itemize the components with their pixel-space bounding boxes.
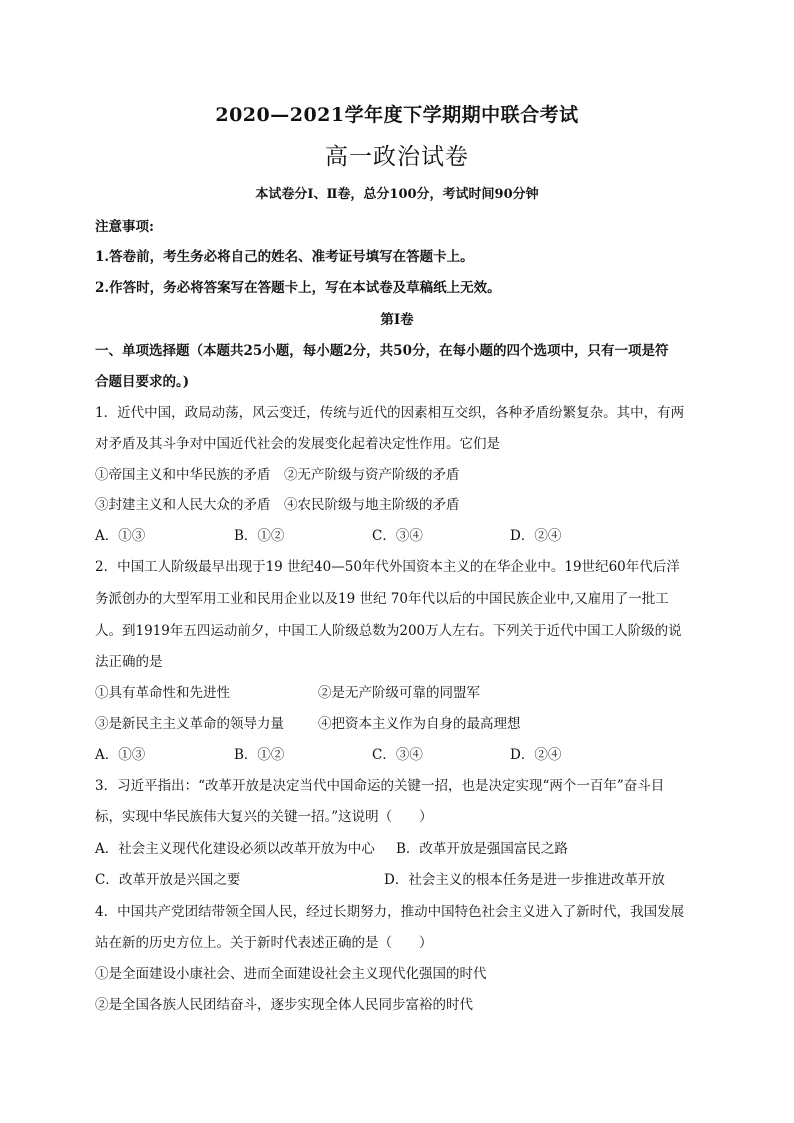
q4-stem-line2: 站在新的历史方位上。关于新时代表述正确的是（ ） xyxy=(95,935,433,951)
q4-item-2: ②是全国各族人民团结奋斗，逐步实现全体人民同步富裕的时代 xyxy=(95,997,473,1013)
q2-stem-line4: 法正确的是 xyxy=(95,654,163,670)
q3-stem-line1: 3．习近平指出：“改革开放是决定当代中国命运的关键一招，也是决定实现“两个一百年”奋斗目 xyxy=(95,778,665,794)
q2-item-3: ③是新民主主义革命的领导力量 xyxy=(95,716,284,732)
exam-subtitle: 高一政治试卷 xyxy=(325,144,469,170)
q4-item-1: ①是全面建设小康社会、进而全面建设社会主义现代化强国的时代 xyxy=(95,966,487,982)
q1-items-line2: ③封建主义和人民大众的矛盾 ④农民阶级与地主阶级的矛盾 xyxy=(95,497,460,513)
q3-option-c: C．改革开放是兴国之要 xyxy=(95,872,241,888)
q2-option-a: A．①③ xyxy=(95,747,146,763)
q2-item-1: ①具有革命性和先进性 xyxy=(95,685,230,701)
q1-items-line1: ①帝国主义和中华民族的矛盾 ②无产阶级与资产阶级的矛盾 xyxy=(95,467,460,483)
q4-stem-line1: 4．中国共产党团结带领全国人民，经过长期努力，推动中国特色社会主义进入了新时代，我国发展 xyxy=(95,904,685,920)
q3-option-d: D．社会主义的根本任务是进一步推进改革开放 xyxy=(384,872,665,888)
q2-stem-line2: 务派创办的大型军用工业和民用企业以及19 世纪 70年代以后的中国民族企业中,又雇用了一批工 xyxy=(95,591,669,607)
q1-option-d: D．②④ xyxy=(510,528,562,544)
volume-label: 第Ⅰ卷 xyxy=(380,312,414,328)
exam-title: 2020—2021学年度下学期期中联合考试 xyxy=(215,104,579,126)
q2-item-2: ②是无产阶级可靠的同盟军 xyxy=(318,685,480,701)
section-heading-line1: 一、单项选择题（本题共25小题，每小题2分，共50分，在每小题的四个选项中，只有一项是符 xyxy=(95,343,669,359)
q2-item-4: ④把资本主义作为自身的最高理想 xyxy=(318,716,521,732)
exam-info: 本试卷分Ⅰ、Ⅱ卷，总分100分，考试时间90分钟 xyxy=(255,187,539,202)
section-heading-line2: 合题目要求的。) xyxy=(95,374,190,390)
note-item-2: 2.作答时，务必将答案写在答题卡上，写在本试卷及草稿纸上无效。 xyxy=(95,280,501,296)
q2-stem-line1: 2．中国工人阶级最早出现于19 世纪40—50年代外国资本主义的在华企业中。19世纪60年代后洋 xyxy=(95,559,680,575)
q1-option-c: C．③④ xyxy=(372,528,423,544)
q2-option-d: D．②④ xyxy=(510,747,562,763)
q2-stem-line3: 人。到1919年五四运动前夕，中国工人阶级总数为200万人左右。下列关于近代中国工人阶级的说 xyxy=(95,623,682,639)
note-item-1: 1.答卷前，考生务必将自己的姓名、准考证号填写在答题卡上。 xyxy=(95,249,474,265)
q1-option-b: B．①② xyxy=(234,528,285,544)
q2-option-b: B．①② xyxy=(234,747,285,763)
q3-stem-line2: 标，实现中华民族伟大复兴的关键一招。”这说明（ ） xyxy=(95,809,433,825)
q3-option-b: B．改革开放是强国富民之路 xyxy=(396,841,568,857)
q1-option-a: A．①③ xyxy=(95,528,146,544)
q3-option-a: A．社会主义现代化建设必须以改革开放为中心 xyxy=(95,841,375,857)
q1-stem-line1: 1．近代中国，政局动荡，风云变迁，传统与近代的因素相互交织，各种矛盾纷繁复杂。其中，有两 xyxy=(95,405,685,421)
notes-heading: 注意事项: xyxy=(95,219,154,235)
q1-stem-line2: 对矛盾及其斗争对中国近代社会的发展变化起着决定性作用。它们是 xyxy=(95,436,500,452)
q2-option-c: C．③④ xyxy=(372,747,423,763)
